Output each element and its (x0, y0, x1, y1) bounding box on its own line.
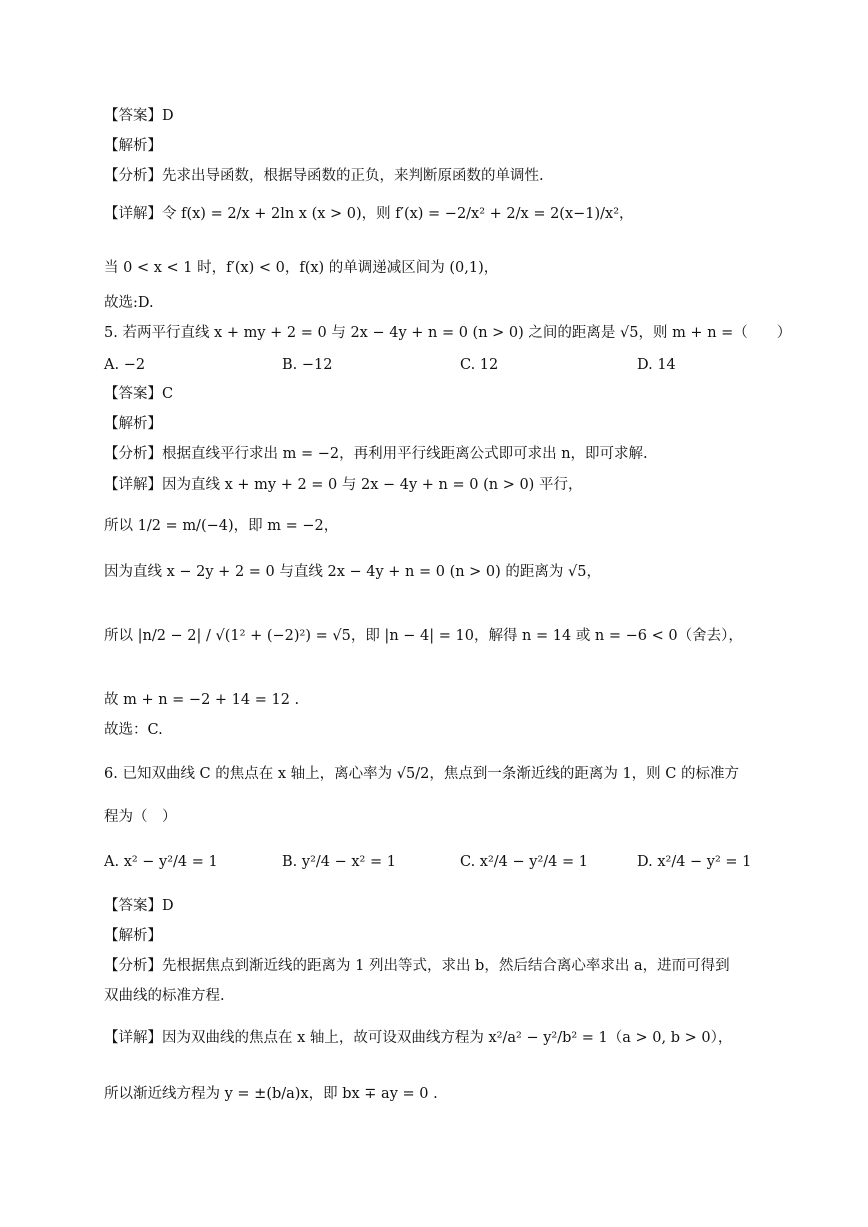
text-line-q6_step1: 所以渐近线方程为 y = ±(b/a)x，即 bx ∓ ay = 0 . (104, 1086, 438, 1102)
text-line-q5_stem: 5. 若两平行直线 x + my + 2 = 0 与 2x − 4y + n = 0 (n > 0) 之间的距离是 √5，则 m + n =（ ） (104, 325, 792, 341)
option-q6_a: A. x² − y²/4 = 1 (104, 854, 218, 870)
text-line-q5_xiangjie: 【详解】因为直线 x + my + 2 = 0 与 2x − 4y + n = 0 (n > 0) 平行， (104, 477, 583, 493)
text-line-q4_choice: 故选:D. (104, 295, 154, 311)
option-q5_d: D. 14 (637, 357, 676, 373)
text-line-q6_fenxi2: 双曲线的标准方程. (104, 988, 225, 1004)
text-line-q5_choice: 故选：C. (104, 722, 163, 738)
text-line-q5_analysis: 【解析】 (104, 416, 162, 432)
text-line-q6_analysis: 【解析】 (104, 928, 162, 944)
option-q5_c: C. 12 (460, 357, 499, 373)
text-line-q4_answer: 【答案】D (104, 108, 174, 124)
option-q6_c: C. x²/4 − y²/4 = 1 (460, 854, 588, 870)
text-line-q6_fenxi: 【分析】先根据焦点到渐近线的距离为 1 列出等式，求出 b，然后结合离心率求出 a，进而可得到 (104, 958, 730, 974)
text-line-q6_answer: 【答案】D (104, 898, 174, 914)
option-q6_b: B. y²/4 − x² = 1 (282, 854, 396, 870)
text-line-q5_answer: 【答案】C (104, 386, 174, 402)
text-line-q5_step4: 故 m + n = −2 + 14 = 12 . (104, 692, 300, 708)
text-line-q4_xiangjie: 【详解】令 f(x) = 2/x + 2ln x (x > 0)，则 f′(x) = −2/x² + 2/x = 2(x−1)/x²， (104, 206, 634, 222)
option-q6_d: D. x²/4 − y² = 1 (637, 854, 752, 870)
text-line-q4_step2: 当 0 < x < 1 时，f′(x) < 0，f(x) 的单调递减区间为 (0,1)， (104, 260, 499, 276)
text-line-q5_step1: 所以 1/2 = m/(−4)，即 m = −2， (104, 518, 339, 534)
text-line-q4_fenxi: 【分析】先求出导函数，根据导函数的正负，来判断原函数的单调性. (104, 168, 544, 184)
text-line-q6_stem: 6. 已知双曲线 C 的焦点在 x 轴上，离心率为 √5/2，焦点到一条渐近线的距离为 1，则 C 的标准方 (104, 766, 739, 782)
text-line-q5_fenxi: 【分析】根据直线平行求出 m = −2，再利用平行线距离公式即可求出 n，即可求解. (104, 446, 648, 462)
text-line-q6_stem2: 程为（ ） (104, 809, 177, 825)
text-line-q6_xiangjie: 【详解】因为双曲线的焦点在 x 轴上，故可设双曲线方程为 x²/a² − y²/b² = 1（a > 0, b > 0）， (104, 1030, 733, 1046)
text-line-q5_step2: 因为直线 x − 2y + 2 = 0 与直线 2x − 4y + n = 0 (n > 0) 的距离为 √5， (104, 564, 601, 580)
text-line-q4_analysis: 【解析】 (104, 138, 162, 154)
option-q5_b: B. −12 (282, 357, 333, 373)
option-q5_a: A. −2 (104, 357, 146, 373)
text-line-q5_step3: 所以 |n/2 − 2| / √(1² + (−2)²) = √5，即 |n − 4| = 10，解得 n = 14 或 n = −6 < 0（舍去）， (104, 628, 743, 644)
